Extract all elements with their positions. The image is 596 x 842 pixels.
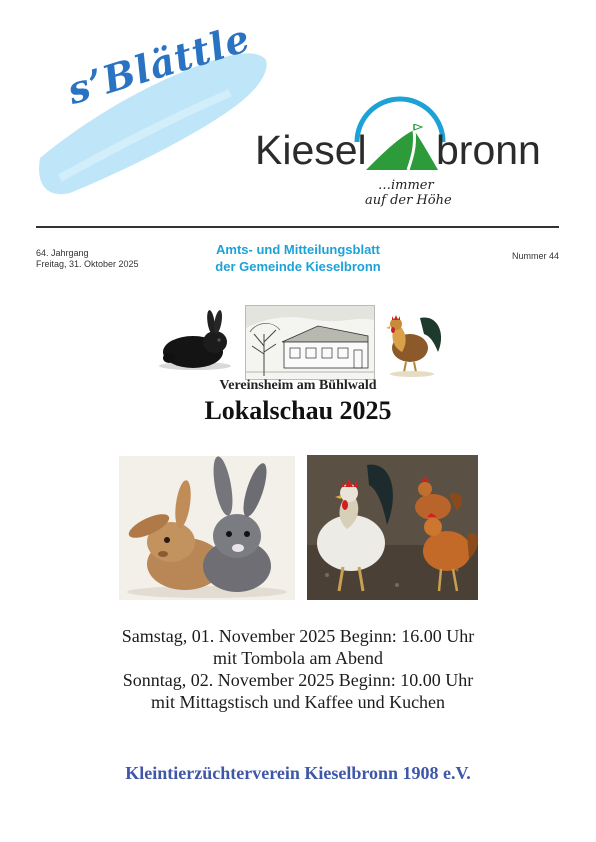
publication-title-line-2: der Gemeinde Kieselbronn [215, 259, 381, 274]
masthead-divider [36, 226, 559, 228]
event-saturday-extra: mit Tombola am Abend [213, 648, 383, 668]
event-sunday-extra: mit Mittagstisch und Kaffee und Kuchen [150, 692, 446, 712]
logo-text-kiesel: Kiesel [255, 127, 367, 173]
two-rabbits-image [119, 456, 295, 600]
rooster-image [380, 308, 446, 378]
black-rabbit-image [155, 308, 235, 372]
event-location: Vereinsheim am Bühlwald [219, 378, 377, 393]
slogan-line-1: …immer [378, 178, 434, 193]
slogan-line-2: auf der Höhe [365, 193, 452, 208]
logo-hill-icon [364, 124, 440, 174]
event-saturday: Samstag, 01. November 2025 Beginn: 16.00 Uhr [121, 626, 475, 646]
issue-number: Nummer 44 [512, 251, 560, 261]
brand-title: s’Blättle [62, 14, 256, 114]
clubhouse-sketch-image [245, 305, 375, 380]
volume-label: 64. Jahrgang [36, 248, 89, 258]
publication-title-line-1: Amts- und Mitteilungsblatt [216, 242, 380, 257]
chickens-image [307, 455, 478, 600]
event-sunday: Sonntag, 02. November 2025 Beginn: 10.00 Uhr [122, 670, 474, 690]
event-title: Lokalschau 2025 [204, 396, 392, 425]
organizer-name: Kleintierzüchterverein Kieselbronn 1908 e.V. [125, 763, 471, 783]
logo-text-bronn: bronn [436, 127, 541, 173]
issue-date: Freitag, 31. Oktober 2025 [36, 259, 139, 269]
